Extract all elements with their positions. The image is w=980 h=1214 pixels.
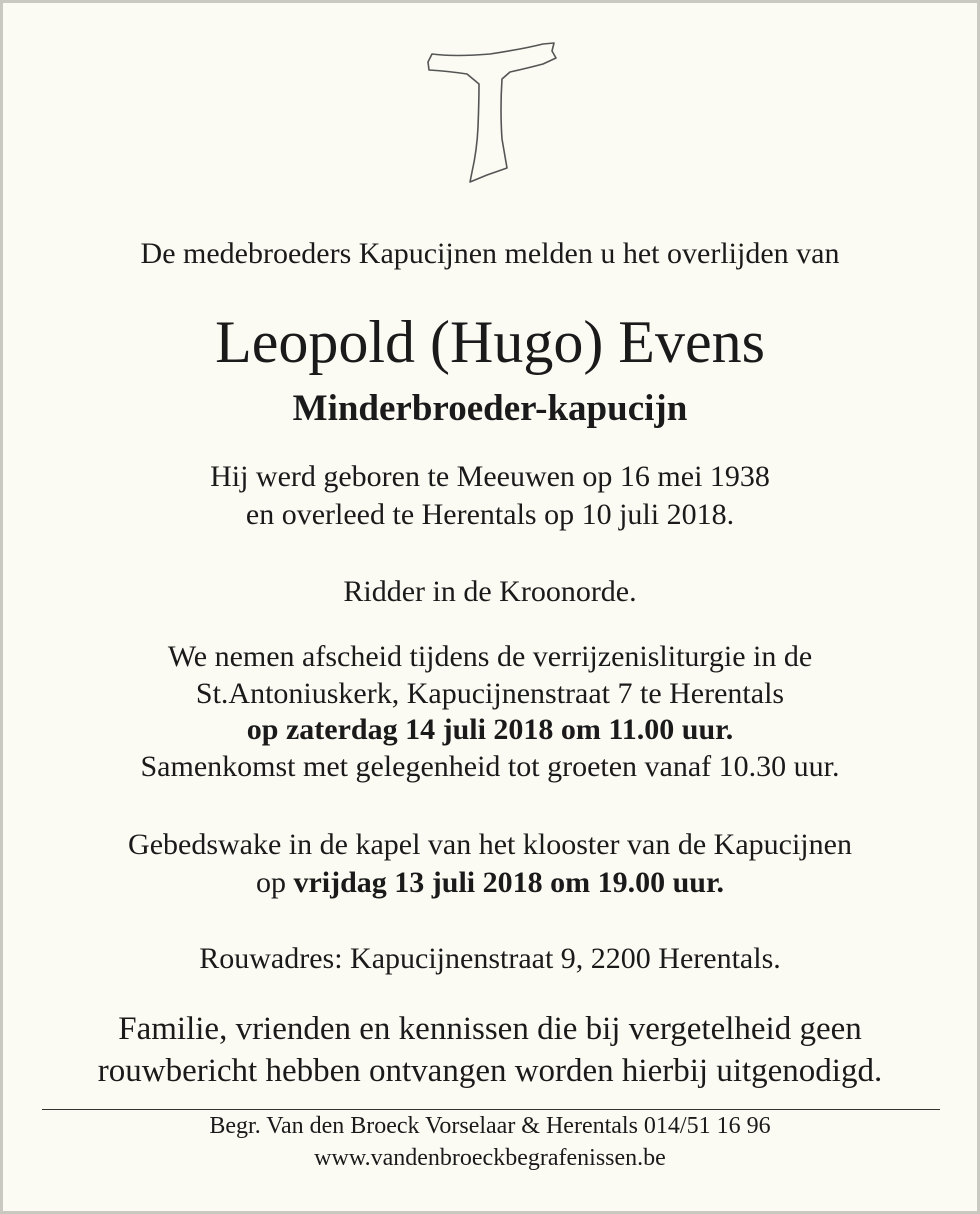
website-link[interactable]: www.vandenbroeckbegrafenissen.be: [314, 1145, 666, 1171]
family-note-line-2: rouwbericht hebben ontvangen worden hierbij uitgenodigd.: [97, 1053, 883, 1089]
family-note-line-1: Familie, vrienden en kennissen die bij vergetelheid geen: [118, 1011, 862, 1047]
honor-section: [0, 572, 980, 612]
birth-death-section: [0, 458, 980, 534]
vigil-section: [0, 826, 980, 902]
family-note-section: [0, 1008, 980, 1092]
funeral-date: op zaterdag 14 juli 2018 om 11.00 uur.: [246, 713, 734, 746]
vigil-date: vrijdag 13 juli 2018 om 19.00 uur.: [293, 866, 725, 899]
funeral-gathering: Samenkomst met gelegenheid tot groeten vanaf 10.30 uur.: [140, 749, 840, 783]
mourning-address-section: [0, 939, 980, 979]
vigil-prefix: op: [255, 866, 286, 899]
birth-line: Hij werd geboren te Meeuwen op 16 mei 1938: [210, 460, 770, 493]
death-line: en overleed te Herentals op 10 juli 2018.: [245, 498, 735, 531]
deceased-title: Minderbroeder-kapucijn: [292, 388, 688, 429]
deceased-name-block: [0, 300, 980, 384]
footer: [0, 1110, 980, 1174]
funeral-line-1: We nemen afscheid tijdens de verrijzenisliturgie in de: [167, 640, 813, 673]
intro-text: De medebroeders Kapucijnen melden u het overlijden van: [140, 237, 840, 270]
deceased-name: Leopold (Hugo) Evens: [215, 309, 765, 375]
funeral-line-2: St.Antoniuskerk, Kapucijnenstraat 7 te Herentals: [195, 676, 785, 710]
mourning-address: Rouwadres: Kapucijnenstraat 9, 2200 Herentals.: [199, 942, 781, 975]
funeral-section: [0, 639, 980, 785]
honor-text: Ridder in de Kroonorde.: [343, 575, 637, 608]
vigil-line-1: Gebedswake in de kapel van het klooster van de Kapucijnen: [128, 828, 852, 861]
vigil-line-2: [0, 864, 980, 902]
undertaker-info: Begr. Van den Broeck Vorselaar & Herentals 014/51 16 96: [209, 1113, 771, 1139]
announcement-intro: [0, 234, 980, 274]
tau-cross-icon: [415, 40, 565, 190]
deceased-title-block: [0, 384, 980, 434]
